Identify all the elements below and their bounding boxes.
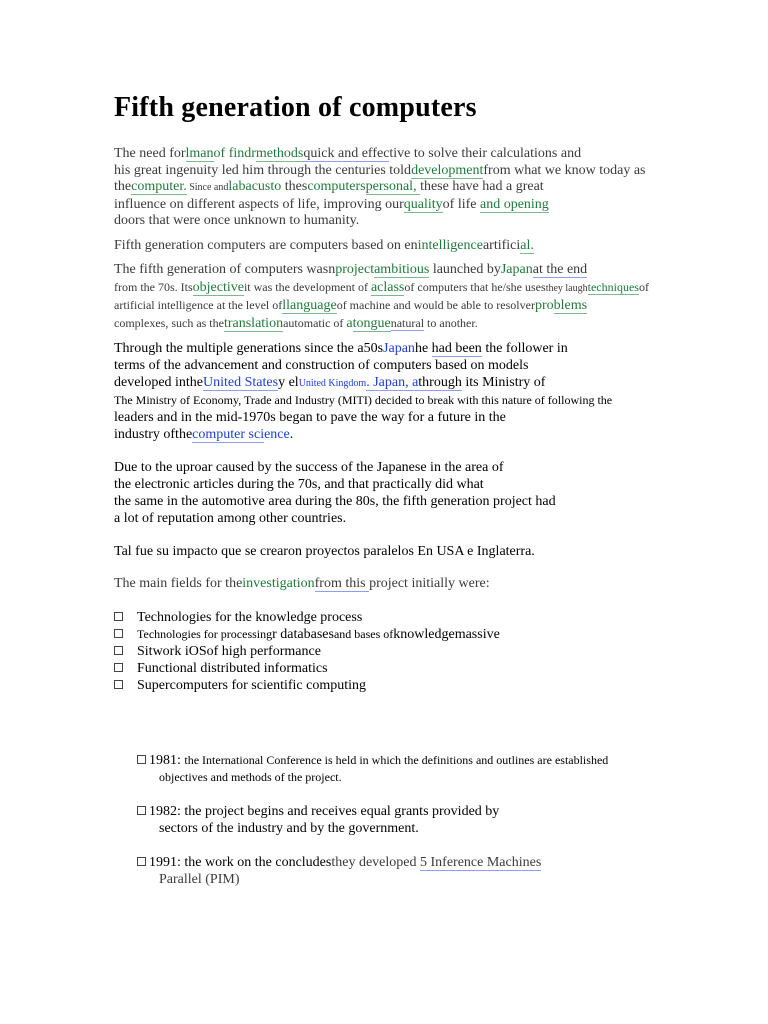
text-run: and opening bbox=[479, 196, 549, 212]
list-item bbox=[114, 677, 694, 694]
bullet-box-icon bbox=[114, 663, 123, 672]
spacer bbox=[114, 443, 694, 459]
text-run: to bbox=[270, 179, 285, 194]
timeline-item-1981 bbox=[114, 752, 694, 786]
text-run: computer. bbox=[131, 179, 187, 194]
document-page bbox=[114, 92, 694, 888]
text-run: of machine and would be able to resolver bbox=[336, 298, 535, 312]
text-run: project bbox=[335, 262, 375, 277]
paragraph-fields-intro bbox=[114, 576, 694, 593]
text-run: computer sci bbox=[192, 427, 265, 442]
bullet-box-icon bbox=[137, 857, 146, 866]
text-run: lman bbox=[185, 146, 214, 161]
list-item bbox=[114, 626, 694, 643]
bullet-box-icon bbox=[114, 629, 123, 638]
text-run: they developed bbox=[331, 854, 420, 870]
text-run: of findr bbox=[213, 146, 256, 161]
list-item bbox=[114, 609, 694, 626]
text-run: quality bbox=[403, 196, 443, 212]
text-run: the follower in bbox=[481, 341, 568, 356]
text-run: terms of the advancement and construction of computers based on models bbox=[114, 358, 529, 373]
text-run: natural bbox=[390, 315, 425, 330]
text-run: developed inthe bbox=[114, 375, 204, 390]
text-run: project initially were: bbox=[369, 576, 490, 591]
text-run: Supercomputers for scientific computing bbox=[137, 677, 366, 693]
text-run: tongue bbox=[352, 315, 391, 331]
text-run: and bases of bbox=[333, 626, 394, 641]
list-item bbox=[114, 643, 694, 660]
document-title: Fifth generation of computers bbox=[114, 92, 477, 123]
text-run: knowledge bbox=[393, 626, 455, 642]
text-run: artifici bbox=[482, 237, 521, 253]
bullet-box-icon bbox=[114, 612, 123, 621]
text-run: his great ingenuity led him through the centuries told bbox=[114, 162, 412, 178]
text-run: tive to solve their calculations and bbox=[389, 146, 582, 161]
text-run: the same in the automotive area during the 80s, the fifth generation project had bbox=[114, 494, 556, 509]
text-run: the International Conference is held in which the definitions and outlines are established bbox=[184, 752, 609, 767]
text-run: the electronic articles during the 70s, and that practically did what bbox=[114, 477, 484, 492]
paragraph-need bbox=[114, 146, 694, 230]
text-run: United States bbox=[203, 375, 279, 390]
timeline-item-1991 bbox=[114, 854, 694, 888]
text-run: pro bbox=[534, 298, 554, 313]
spacer bbox=[114, 527, 694, 543]
text-run: Japan bbox=[500, 262, 533, 277]
text-run: intelligence bbox=[417, 237, 483, 253]
text-run: objectives and methods of the project. bbox=[159, 769, 342, 784]
text-run: Technologies for processing bbox=[137, 626, 273, 641]
text-run: from what we know today as bbox=[483, 162, 646, 178]
text-run: industry ofthe bbox=[114, 427, 193, 442]
text-run: Fifth generation computers are computers based on en bbox=[114, 237, 418, 253]
text-run: from the 70s. Its bbox=[114, 279, 193, 294]
text-run: Due to the uproar caused by the success of the Japanese in the area of bbox=[114, 460, 504, 475]
text-run: the bbox=[114, 179, 132, 194]
paragraph-history bbox=[114, 340, 694, 443]
timeline-item-1982 bbox=[114, 803, 694, 837]
bullet-box-icon bbox=[114, 680, 123, 689]
text-run: The Ministry of Economy, Trade and Industry (MITI) decided to break with this nature of following the bbox=[114, 393, 613, 407]
text-run: at the end bbox=[532, 262, 588, 277]
text-run: influence on different aspects of life, improving our bbox=[114, 196, 404, 212]
text-run: ence bbox=[264, 427, 290, 442]
text-run: United Kingdom bbox=[298, 378, 367, 389]
text-run: he bbox=[414, 341, 432, 356]
text-run: launched by bbox=[429, 262, 501, 277]
fields-list bbox=[114, 609, 694, 694]
text-run: of bbox=[638, 279, 649, 294]
text-run: personal, bbox=[365, 179, 421, 194]
text-run: artificial intelligence at the level of bbox=[114, 298, 283, 312]
text-run: objective bbox=[192, 279, 244, 295]
paragraph-impact: Tal fue su impacto que se crearon proyectos paralelos En USA e Inglaterra. bbox=[114, 544, 535, 559]
text-run: of life bbox=[442, 196, 480, 212]
list-item bbox=[114, 660, 694, 677]
text-run: its Ministry of bbox=[461, 375, 546, 390]
text-run: they laugh bbox=[545, 282, 588, 294]
text-run: it was the development of bbox=[243, 279, 371, 294]
text-run: Since and bbox=[186, 182, 229, 193]
text-run: 1981: bbox=[149, 752, 185, 768]
text-run: through bbox=[418, 375, 462, 390]
text-run: Japan bbox=[383, 341, 415, 356]
text-run: had been bbox=[431, 341, 482, 356]
spacer bbox=[114, 837, 694, 854]
text-run: llanguage bbox=[282, 298, 337, 313]
text-run: y el bbox=[278, 375, 299, 390]
text-run: 1991: the work on the concludes bbox=[149, 854, 332, 870]
text-run: thes bbox=[284, 179, 308, 194]
bullet-box-icon bbox=[137, 806, 146, 815]
text-run: sectors of the industry and by the government. bbox=[159, 820, 419, 836]
text-run: methods bbox=[255, 146, 304, 161]
spacer bbox=[114, 593, 694, 609]
text-run: a lot of reputation among other countries. bbox=[114, 511, 347, 526]
text-run: class bbox=[377, 279, 405, 295]
text-run: these have had a great bbox=[420, 179, 544, 194]
text-run: automatic of bbox=[283, 315, 347, 330]
spacer bbox=[114, 694, 694, 752]
text-run: a bbox=[346, 315, 353, 331]
text-run: massive bbox=[454, 626, 500, 642]
text-run: investigation bbox=[242, 576, 315, 591]
text-run: . Japan, a bbox=[366, 375, 419, 390]
text-run: from this bbox=[314, 576, 370, 591]
paragraph-project bbox=[114, 262, 694, 332]
paragraph-definition bbox=[114, 238, 694, 255]
text-run: quick and effec bbox=[303, 146, 390, 161]
text-run: The main fields for the bbox=[114, 576, 243, 591]
text-run: . bbox=[289, 427, 294, 442]
text-run: ambitious bbox=[374, 262, 430, 277]
spacer bbox=[114, 560, 694, 576]
spacer bbox=[114, 786, 694, 803]
text-run: to another. bbox=[424, 315, 478, 330]
text-run: Sitwork iOSof high performance bbox=[137, 643, 321, 659]
text-run: The need for bbox=[114, 146, 186, 161]
text-run: translation bbox=[223, 315, 284, 331]
text-run: labacus bbox=[228, 179, 271, 194]
text-run: Parallel (PIM) bbox=[159, 871, 240, 887]
paragraph-uproar bbox=[114, 459, 694, 527]
text-run: Technologies for the knowledge process bbox=[137, 609, 363, 625]
text-run: blems bbox=[553, 298, 588, 313]
text-run: 5 Inference Machines bbox=[420, 854, 542, 870]
text-run: 1982: the project begins and receives equal grants provided by bbox=[149, 803, 500, 819]
text-run: of computers that he/she uses bbox=[404, 279, 546, 294]
text-run: techniques bbox=[587, 279, 639, 294]
text-run: a bbox=[370, 279, 378, 295]
text-run: Functional distributed informatics bbox=[137, 660, 328, 676]
text-run: computers bbox=[307, 179, 366, 194]
text-run: r databases bbox=[272, 626, 334, 642]
text-run: development bbox=[411, 162, 484, 178]
text-run: The fifth generation of computers wasn bbox=[114, 262, 336, 277]
bullet-box-icon bbox=[114, 646, 123, 655]
text-run: leaders and in the mid-1970s began to pave the way for a future in the bbox=[114, 410, 506, 425]
text-run: al. bbox=[520, 237, 534, 253]
text-run: doors that were once unknown to humanity. bbox=[114, 213, 360, 228]
bullet-box-icon bbox=[137, 755, 146, 764]
text-run: Through the multiple generations since the a50s bbox=[114, 341, 384, 356]
text-run: complexes, such as the bbox=[114, 315, 224, 330]
